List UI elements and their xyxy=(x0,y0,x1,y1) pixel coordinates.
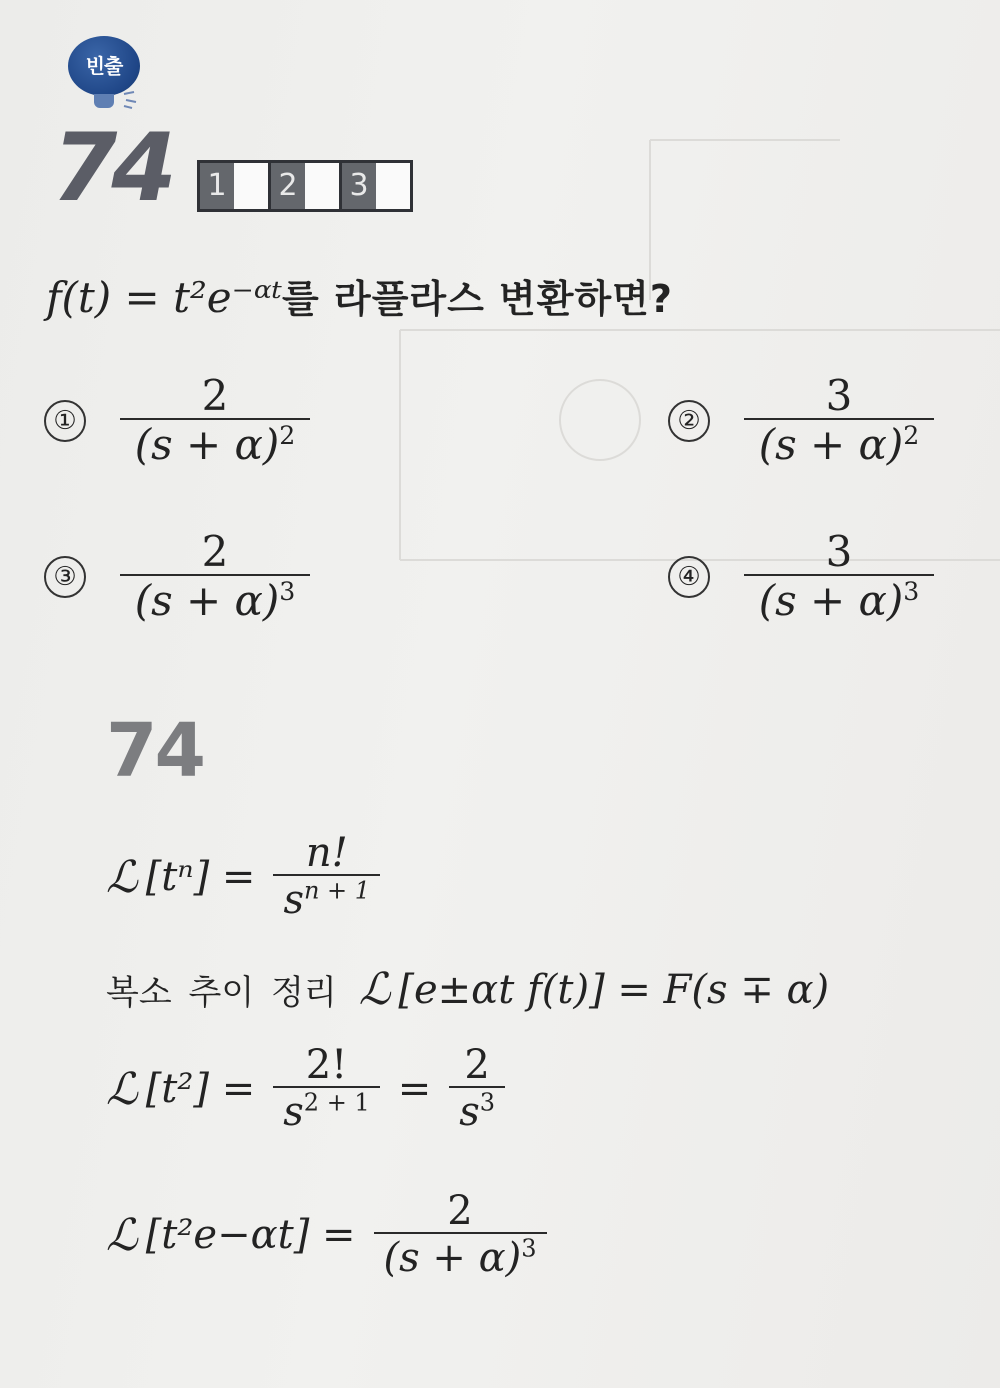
level-number: 2 xyxy=(271,163,305,209)
lightbulb-rays-icon xyxy=(122,90,142,110)
numerator: 3 xyxy=(825,371,853,420)
level-checkbox xyxy=(234,163,271,209)
numerator: 2 xyxy=(201,527,229,576)
denominator: $(s + \alpha)^3$ xyxy=(744,574,934,624)
laplace-symbol: ℒ xyxy=(106,1063,138,1115)
solution-line-3: ℒ [t²] = $\frac{2!}{s^{2 + 1}}$ = $\frac{2}{s^3}$ xyxy=(106,1044,505,1134)
option-fraction xyxy=(120,371,310,470)
theorem-formula: [e±αt f(t)] = F(s ∓ α) xyxy=(398,966,830,1013)
denominator: $(s + \alpha)^3$ xyxy=(120,574,310,624)
laplace-symbol: ℒ xyxy=(358,964,391,1015)
solution-fraction: $\frac{2!}{s^{2 + 1}}$ xyxy=(273,1044,379,1134)
difficulty-check-boxes xyxy=(197,160,413,212)
solution-line-2 xyxy=(106,964,829,1015)
solution-fraction: $\frac{2}{(s + \alpha)^3}$ xyxy=(374,1190,547,1280)
solution-fraction: $\frac{2}{s^3}$ xyxy=(449,1044,505,1134)
level-checkbox xyxy=(376,163,410,209)
option-3[interactable] xyxy=(44,527,310,626)
question-number: 74 xyxy=(52,114,171,223)
lightbulb-stem-icon xyxy=(94,94,114,108)
solution-lhs: [tⁿ] = xyxy=(145,854,256,900)
solution-lhs: [t²e−αt] = xyxy=(145,1212,356,1258)
option-marker: ② xyxy=(668,400,710,442)
solution-lhs: [t²] = xyxy=(145,1066,256,1112)
solution-fraction: $\frac{n!}{s^{n + 1}}$ xyxy=(273,832,380,922)
laplace-symbol: ℒ xyxy=(106,1209,138,1261)
denominator: $(s + \alpha)^2$ xyxy=(120,418,310,468)
frequent-badge: 빈출 xyxy=(68,36,140,96)
level-number: 3 xyxy=(342,163,376,209)
question-prompt: 를 라플라스 변환하면? xyxy=(282,277,673,321)
option-marker: ④ xyxy=(668,556,710,598)
solution-line-4 xyxy=(106,1190,547,1280)
option-fraction xyxy=(744,527,934,626)
numerator: 2 xyxy=(201,371,229,420)
option-marker: ③ xyxy=(44,556,86,598)
answer-number: 74 xyxy=(106,708,203,794)
solution-line-1 xyxy=(106,832,380,922)
question-text xyxy=(46,268,673,323)
denominator: $(s + \alpha)^2$ xyxy=(744,418,934,468)
level-checkbox xyxy=(305,163,342,209)
numerator: 3 xyxy=(825,527,853,576)
option-fraction xyxy=(120,527,310,626)
option-marker: ① xyxy=(44,400,86,442)
option-fraction xyxy=(744,371,934,470)
level-number: 1 xyxy=(200,163,234,209)
option-1[interactable] xyxy=(44,371,310,470)
laplace-symbol: ℒ xyxy=(106,851,138,903)
theorem-label: 복소 추이 정리 xyxy=(106,973,337,1013)
option-2[interactable] xyxy=(668,371,934,470)
question-function: f(t) = t²e⁻ᵅᵗ xyxy=(46,273,283,322)
option-4[interactable] xyxy=(668,527,934,626)
